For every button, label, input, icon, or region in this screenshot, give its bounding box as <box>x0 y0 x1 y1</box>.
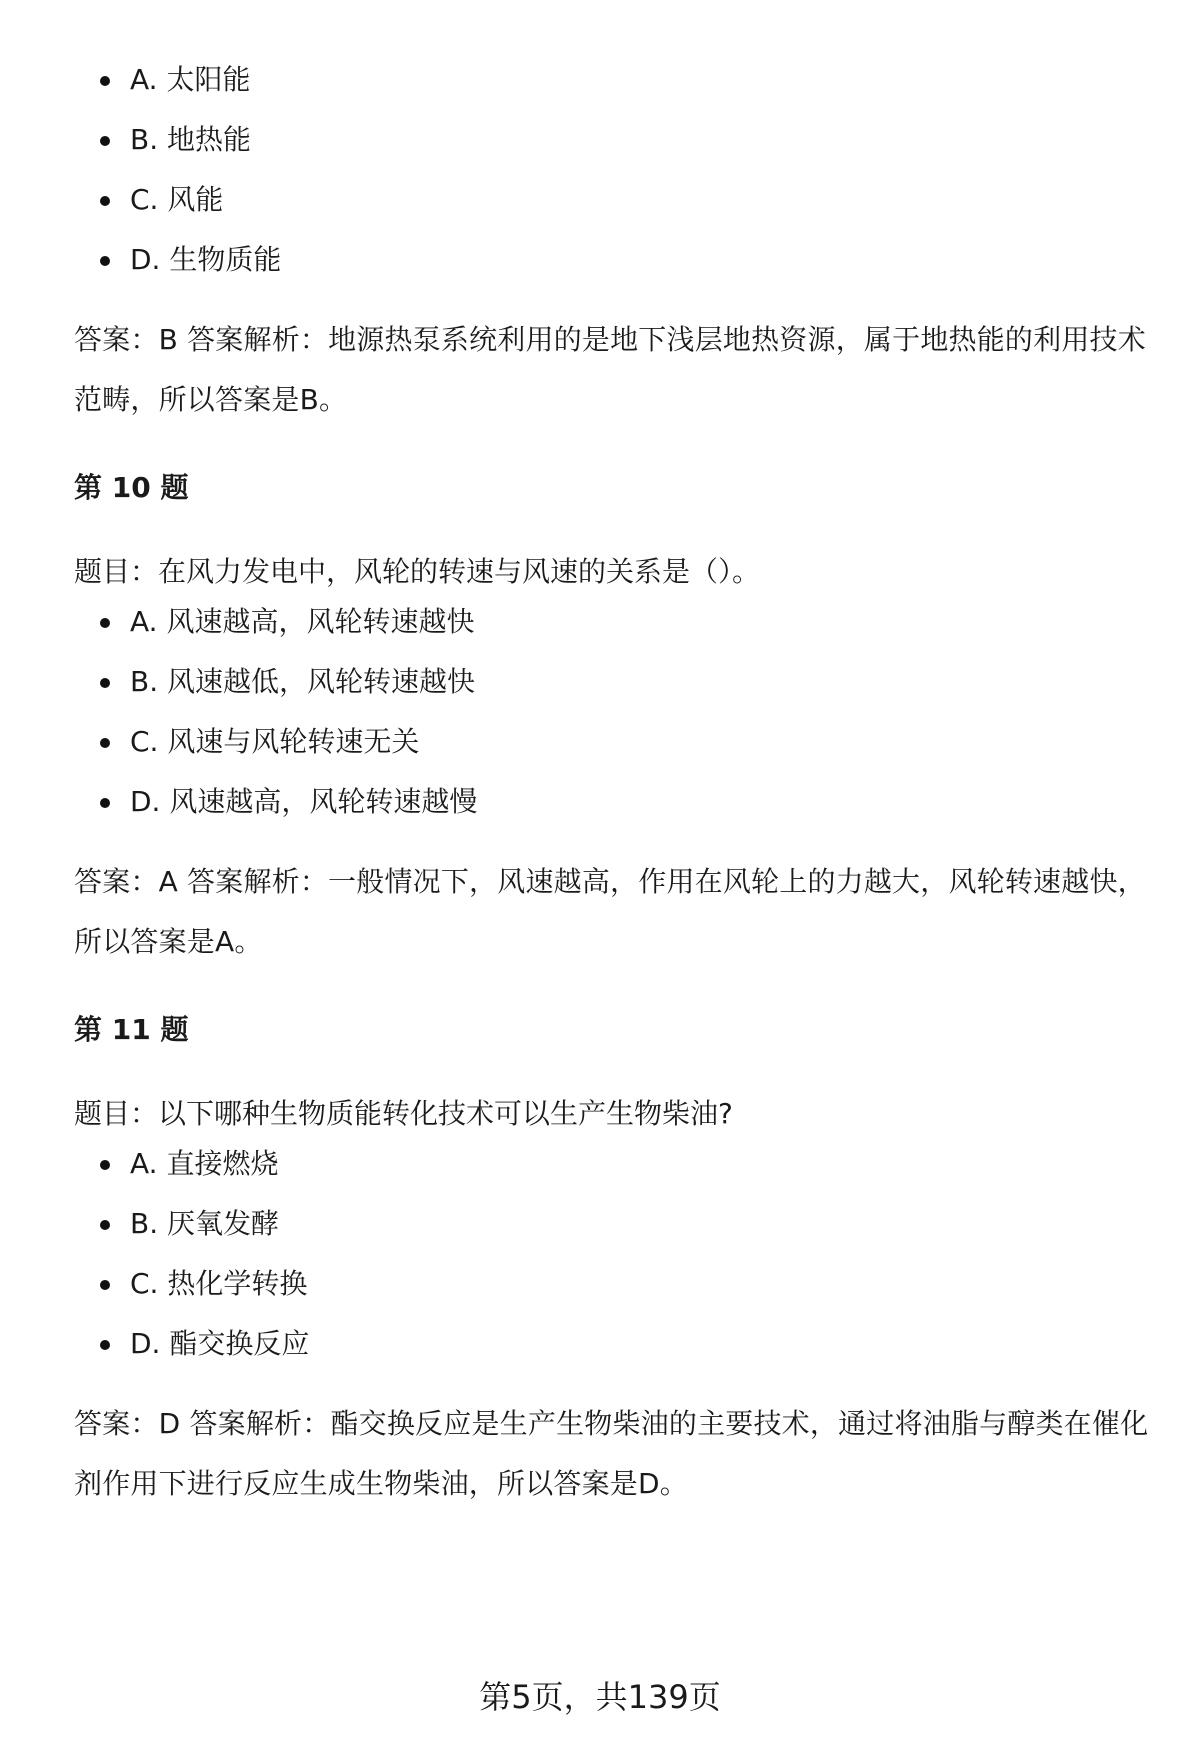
q10-option-d: D. 风速越高，风轮转速越慢 <box>74 772 1154 832</box>
q10-option-c: C. 风速与风轮转速无关 <box>74 712 1154 772</box>
q11-option-d: D. 酯交换反应 <box>74 1314 1154 1374</box>
q11-options <box>74 1134 1154 1374</box>
q10-title: 第 10 题 <box>74 471 189 504</box>
q11-answer: 答案：D 答案解析：酯交换反应是生产生物柴油的主要技术，通过将油脂与醇类在催化剂作用下进行反应生成生物柴油，所以答案是D。 <box>74 1407 1149 1500</box>
q10-answer: 答案：A 答案解析：一般情况下，风速越高，作用在风轮上的力越大，风轮转速越快，所以答案是A。 <box>74 865 1146 958</box>
q11-title: 第 11 题 <box>74 1013 189 1046</box>
q10-question: 题目：在风力发电中，风轮的转速与风速的关系是（）。 <box>74 555 761 588</box>
q9-option-d: D. 生物质能 <box>74 230 1154 290</box>
q11-option-b: B. 厌氧发酵 <box>74 1194 1154 1254</box>
page-number: 第5页，共139页 <box>479 1678 721 1716</box>
q9-option-c: C. 风能 <box>74 170 1154 230</box>
q10-option-b: B. 风速越低，风轮转速越快 <box>74 652 1154 712</box>
q11-option-c: C. 热化学转换 <box>74 1254 1154 1314</box>
q11-question: 题目：以下哪种生物质能转化技术可以生产生物柴油? <box>74 1097 733 1130</box>
q9-options <box>74 50 1154 290</box>
q9-option-a: A. 太阳能 <box>74 50 1154 110</box>
document-page <box>74 50 1154 1514</box>
q10-option-a: A. 风速越高，风轮转速越快 <box>74 592 1154 652</box>
q10-options <box>74 592 1154 832</box>
q9-option-b: B. 地热能 <box>74 110 1154 170</box>
q11-option-a: A. 直接燃烧 <box>74 1134 1154 1194</box>
q9-answer: 答案：B 答案解析：地源热泵系统利用的是地下浅层地热资源，属于地热能的利用技术范畴，所以答案是B。 <box>74 323 1146 416</box>
